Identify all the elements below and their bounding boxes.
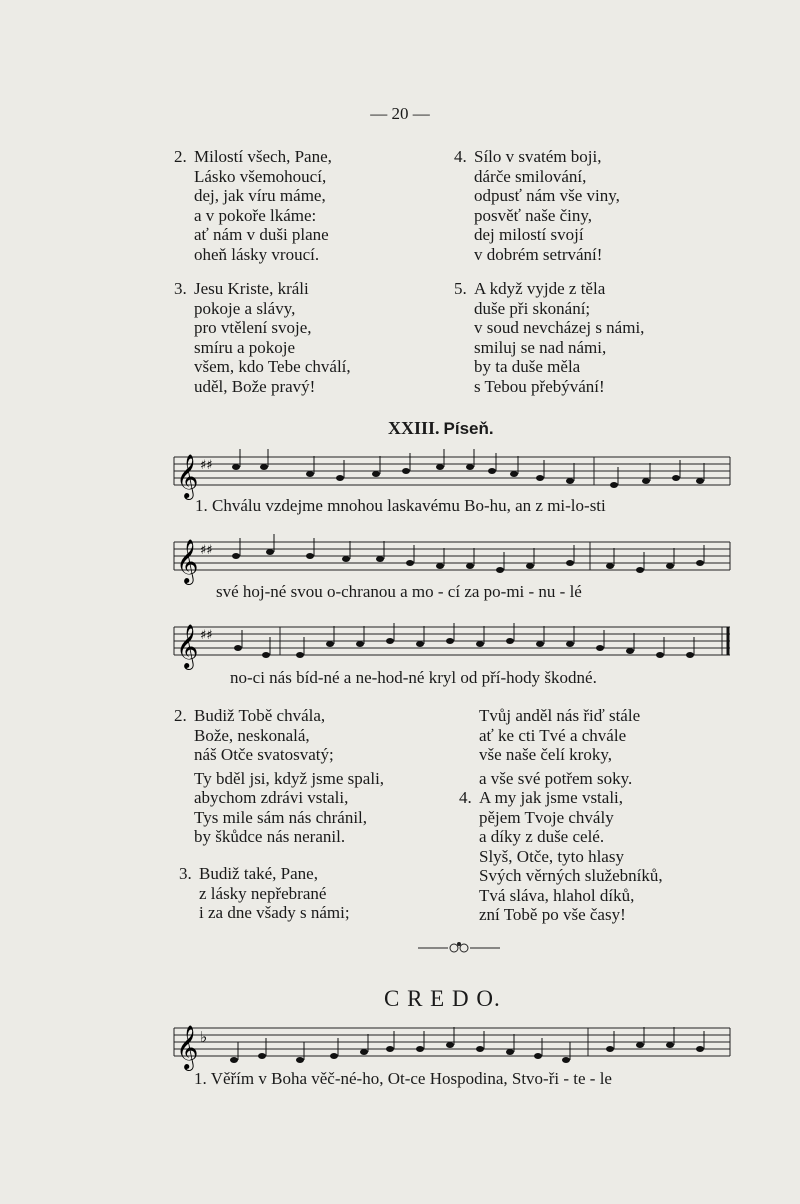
verse-line: náš Otče svatosvatý;	[194, 745, 334, 764]
verse-line: Ty bděl jsi, když jsme spali,	[194, 768, 385, 788]
verse-number: 4.	[459, 788, 472, 807]
verse-2b-continued	[479, 706, 640, 788]
flat-icon: ♭	[200, 1028, 208, 1046]
treble-clef-icon: 𝄞	[176, 1025, 199, 1069]
verse-line: ať nám v duši plane	[194, 225, 329, 244]
verse-line: a díky z duše celé.	[479, 827, 605, 846]
verse-line: dárče smilování,	[474, 166, 587, 186]
verse-line: Slyš, Otče, tyto hlasy	[479, 846, 624, 866]
verse-line: vše naše čelí kroky,	[479, 745, 612, 764]
music-staff-2	[170, 530, 732, 588]
verse-line: pro vtělení svoje,	[194, 318, 312, 337]
verse-line: Lásko všemohoucí,	[194, 166, 327, 186]
verse-number: 2.	[174, 147, 187, 166]
verse-line: a v pokoře lkáme:	[194, 205, 317, 225]
verse-line: pějem Tvoje chvály	[479, 807, 614, 827]
music-staff-3	[170, 615, 732, 673]
ornament-divider	[418, 938, 500, 958]
verse-line: Sílo v svatém boji,	[474, 147, 602, 166]
verse-line: dej, jak víru máme,	[194, 186, 326, 205]
verse-number: 3.	[174, 279, 187, 298]
music-staff-1	[170, 445, 732, 503]
verse-line: abychom zdrávi vstali,	[194, 788, 349, 807]
verse-number: 2.	[174, 706, 187, 725]
verse-line: zní Tobě po vše časy!	[479, 905, 626, 924]
lyrics-line-2: své hoj-né svou o-chranou a mo - cí za po-mi - nu - lé	[216, 582, 582, 601]
verse-2b	[174, 706, 385, 847]
verse-line: Tvá sláva, hlahol díků,	[479, 885, 635, 905]
verse-number: 5.	[454, 279, 467, 298]
verse-5	[454, 279, 645, 396]
verse-line: a vše své potřem soky.	[479, 768, 633, 788]
verse-line: smíru a pokoje	[194, 337, 296, 357]
verse-3	[174, 279, 351, 396]
treble-clef-icon: 𝄞	[176, 454, 199, 498]
verse-line: duše při skonání;	[474, 298, 591, 318]
verse-number: 4.	[454, 147, 467, 166]
verse-3b	[179, 864, 350, 923]
verse-line: posvěť naše činy,	[474, 205, 593, 225]
music-staff-credo	[170, 1016, 732, 1074]
verse-line: A my jak jsme vstali,	[479, 788, 624, 807]
sharp-icon: ♯♯	[200, 458, 213, 473]
verse-line: z lásky nepřebrané	[199, 883, 327, 903]
verse-line: ať ke cti Tvé a chvále	[479, 725, 627, 745]
verse-line: uděl, Bože pravý!	[194, 376, 316, 396]
verse-line: i za dne všady s námi;	[199, 903, 350, 922]
verse-4	[454, 147, 620, 264]
page-number: — 20 —	[370, 104, 430, 123]
song-number: XXIII.	[388, 418, 440, 438]
song-title: Píseň.	[443, 419, 494, 438]
sharp-icon: ♯♯	[200, 543, 213, 558]
verse-4b	[459, 788, 663, 925]
verse-line: by škůdce nás neranil.	[194, 827, 346, 846]
verse-line: odpusť nám vše viny,	[474, 186, 620, 205]
verse-line: všem, kdo Tebe chválí,	[194, 357, 351, 376]
verse-line: by ta duše měla	[474, 357, 581, 376]
lyrics-line-3: no-ci nás bíd-né a ne-hod-né kryl od pří-hody škodné.	[230, 668, 597, 687]
verse-line: Tys mile sám nás chránil,	[194, 807, 368, 827]
verse-line: Tvůj anděl nás řiď stále	[479, 706, 641, 725]
verse-line: Svých věrných služebníků,	[479, 866, 663, 885]
credo-title: C R E D O.	[384, 986, 501, 1011]
verse-line: s Tebou přebývání!	[474, 376, 605, 396]
verse-line: Budiž také, Pane,	[199, 864, 318, 883]
verse-line: v dobrém setrvání!	[474, 244, 603, 264]
treble-clef-icon: 𝄞	[176, 539, 199, 583]
song-heading	[388, 418, 494, 439]
verse-line: Bože, neskonalá,	[194, 725, 310, 745]
verse-line: oheň lásky vroucí.	[194, 244, 320, 264]
verse-line: Budiž Tobě chvála,	[194, 706, 326, 725]
verse-line: pokoje a slávy,	[194, 298, 296, 318]
verse-2	[174, 147, 332, 264]
verse-line: dej milostí svojí	[474, 225, 584, 244]
credo-lyrics: 1. Věřím v Boha věč-né-ho, Ot-ce Hospodina, Stvo-ři - te - le	[194, 1069, 612, 1088]
lyrics-line-1: 1. Chválu vzdejme mnohou laskavému Bo-hu, an z mi-lo-sti	[195, 496, 606, 515]
verse-line: Milostí všech, Pane,	[194, 147, 332, 166]
verse-line: v soud nevcházej s námi,	[474, 318, 645, 337]
verse-line: Jesu Kriste, králi	[194, 279, 309, 298]
verse-line: A když vyjde z těla	[474, 279, 606, 298]
verse-number: 3.	[179, 864, 192, 883]
treble-clef-icon: 𝄞	[176, 624, 199, 668]
verse-line: smiluj se nad námi,	[474, 337, 607, 357]
sharp-icon: ♯♯	[200, 628, 213, 643]
